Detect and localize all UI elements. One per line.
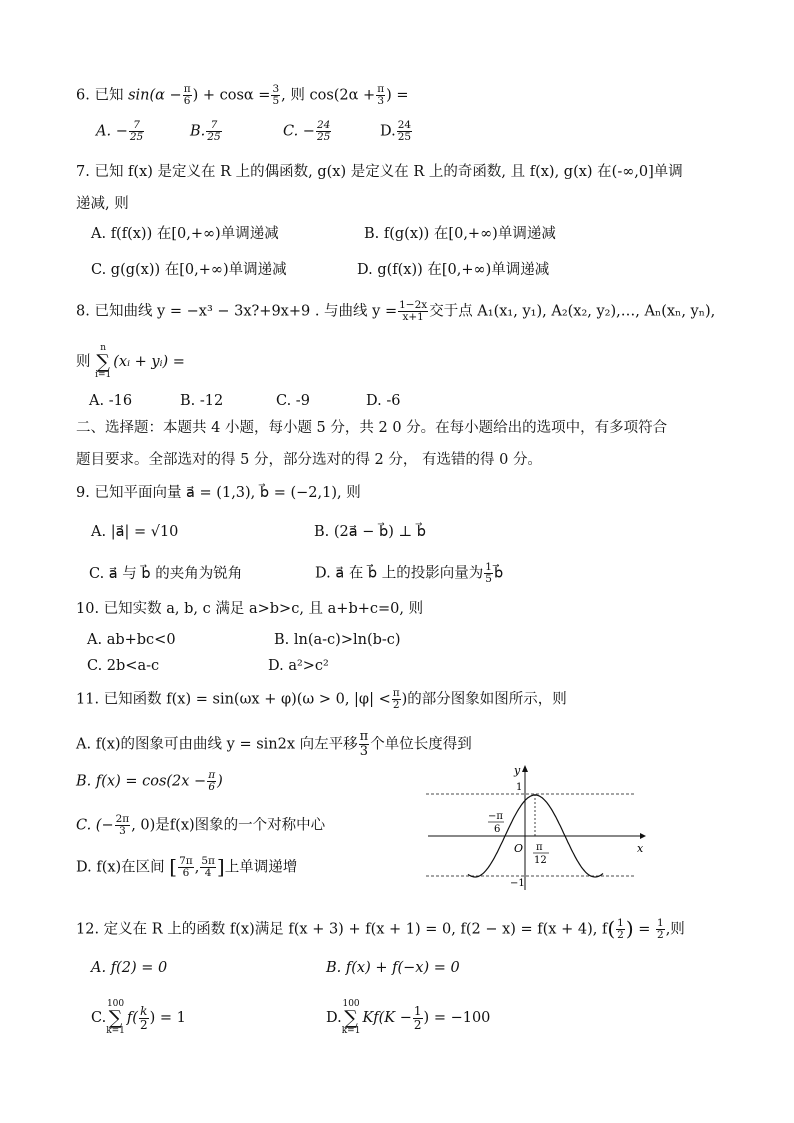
q7-option-b: B. f(g(x)) 在[0,+∞)单调递减 xyxy=(364,226,556,242)
q9-option-c: C. a⃗ 与 b⃗ 的夹角为锐角 xyxy=(89,566,243,582)
graph-y-arrow xyxy=(522,765,528,772)
q8-sum-expr: (xᵢ + yᵢ) = xyxy=(113,354,185,370)
q6-stem-c: ) + cosα = xyxy=(192,87,271,104)
q8-stem-a: 8. 已知曲线 y = −x³ − 3x?+9x+9 . 与曲线 y = xyxy=(76,303,398,320)
q12-stem: 12. 定义在 R 上的函数 f(x)满足 f(x + 3) + f(x + 1) = 0, f(2 − x) = f(x + 4), f( $\frac{1}{2}$ ) = $\frac{1}{2}$ ,则 xyxy=(76,916,685,941)
q11-option-d: D. f(x)在区间 [ $\frac{7\pi}{6}$ , $\frac{5\pi}{4}$ ]上单调递增 xyxy=(76,854,298,879)
q6-stem-b: sin(α − xyxy=(128,87,182,104)
graph-right-den: 12 xyxy=(534,855,547,866)
q10-option-a: A. ab+bc<0 xyxy=(87,632,176,648)
q8-option-b: B. -12 xyxy=(180,393,224,409)
q6-frac-pi6: $\frac{\pi}{6}$ xyxy=(183,83,191,107)
q8-option-c: C. -9 xyxy=(276,393,310,409)
q6-option-a: A. − $\frac{7}{25}$ xyxy=(96,119,144,143)
q8-stem xyxy=(76,300,715,323)
q12-option-d: D.100 ∑ k=1Kf(K − $\frac{1}{2}$ ) = −100 xyxy=(326,999,491,1036)
q11-stem: 11. 已知函数 f(x) = sin(ωx + φ)(ω > 0, |φ| < $\frac{\pi}{2}$ )的部分图象如图所示，则 xyxy=(76,687,567,711)
q9-option-d: D. a⃗ 在 b⃗ 上的投影向量为 $\frac{1}{5}$ b⃗ xyxy=(315,561,504,585)
q6-stem-d: , 则 cos(2α + xyxy=(281,87,376,104)
q7-option-c: C. g(g(x)) 在[0,+∞)单调递减 xyxy=(91,262,287,278)
q6-stem-a: 6. 已知 xyxy=(76,87,124,104)
q6-option-d: D. $\frac{24}{25}$ xyxy=(380,119,412,143)
q8-frac: $\frac{1-2x}{x+1}$ xyxy=(399,299,428,323)
q7-line2: 递减, 则 xyxy=(76,196,129,212)
q6-frac-pi3: $\frac{\pi}{3}$ xyxy=(377,83,385,107)
section2-line1: 二、选择题：本题共 4 小题，每小题 5 分，共 2 0 分。在每小题给出的选项中，有多项符合 xyxy=(76,420,668,436)
graph-bottom-label: −1 xyxy=(510,878,525,889)
q10-option-b: B. ln(a-c)>ln(b-c) xyxy=(274,632,401,648)
graph-left-den: 6 xyxy=(494,824,501,835)
q9-option-a: A. |a⃗| = √10 xyxy=(91,524,179,540)
q9-stem: 9. 已知平面向量 a⃗ = (1,3), b⃗ = (−2,1), 则 xyxy=(76,485,361,501)
graph-top-label: 1 xyxy=(516,782,523,793)
graph-x-label: x xyxy=(637,842,644,855)
q6-stem xyxy=(0,80,794,110)
graph-origin-label: O xyxy=(514,842,524,855)
q6-frac-35: $\frac{3}{5}$ xyxy=(272,83,280,107)
q6-stem-e: ) = xyxy=(386,87,409,104)
q12-option-a: A. f(2) = 0 xyxy=(91,960,168,976)
graph-x-arrow xyxy=(640,833,646,839)
q7-option-d: D. g(f(x)) 在[0,+∞)单调递减 xyxy=(357,262,550,278)
q6-option-b: B. $\frac{7}{25}$ xyxy=(190,119,221,143)
q7-option-a: A. f(f(x)) 在[0,+∞)单调递减 xyxy=(91,226,279,242)
q9-option-b: B. (2a⃗ − b⃗) ⊥ b⃗ xyxy=(314,524,426,540)
q8-sum-line xyxy=(76,344,185,380)
q6-options xyxy=(0,116,794,146)
q8-option-d: D. -6 xyxy=(366,393,401,409)
q12-option-b: B. f(x) + f(−x) = 0 xyxy=(326,960,460,976)
q8-sum: n ∑ i=1 xyxy=(95,343,112,380)
q11-graph xyxy=(418,762,648,894)
q10-stem: 10. 已知实数 a, b, c 满足 a>b>c, 且 a+b+c=0, 则 xyxy=(76,601,424,617)
q6-option-c: C. − $\frac{24}{25}$ xyxy=(283,119,331,143)
graph-y-label: y xyxy=(514,764,521,777)
q11-option-c: C. (− $\frac{2\pi}{3}$ , 0)是f(x)图象的一个对称中心 xyxy=(76,813,326,837)
q8-stem-b: 交于点 A₁(x₁, y₁), A₂(x₂, y₂),…, Aₙ(xₙ, yₙ), xyxy=(429,303,716,320)
q8-option-a: A. -16 xyxy=(89,393,133,409)
q10-option-c: C. 2b<a-c xyxy=(87,658,160,674)
q11-option-a: A. f(x)的图象可由曲线 y = sin2x 向左平移 $\frac{\pi}{3}$ 个单位长度得到 xyxy=(76,729,472,759)
q10-option-d: D. a²>c² xyxy=(268,658,329,674)
graph-right-num: π xyxy=(536,842,543,853)
q7-line1: 7. 已知 f(x) 是定义在 R 上的偶函数, g(x) 是定义在 R 上的奇函数, 且 f(x), g(x) 在(-∞,0]单调 xyxy=(76,164,683,180)
graph-left-num: −π xyxy=(488,811,503,822)
section2-line2: 题目要求。全部选对的得 5 分，部分选对的得 2 分， 有选错的得 0 分。 xyxy=(76,452,542,468)
q11-option-b: B. f(x) = cos(2x − $\frac{\pi}{6}$ ) xyxy=(76,769,223,793)
q12-option-c: C.100 ∑ k=1f( $\frac{k}{2}$ ) = 1 xyxy=(91,999,186,1036)
q8-then: 则 xyxy=(76,354,91,370)
